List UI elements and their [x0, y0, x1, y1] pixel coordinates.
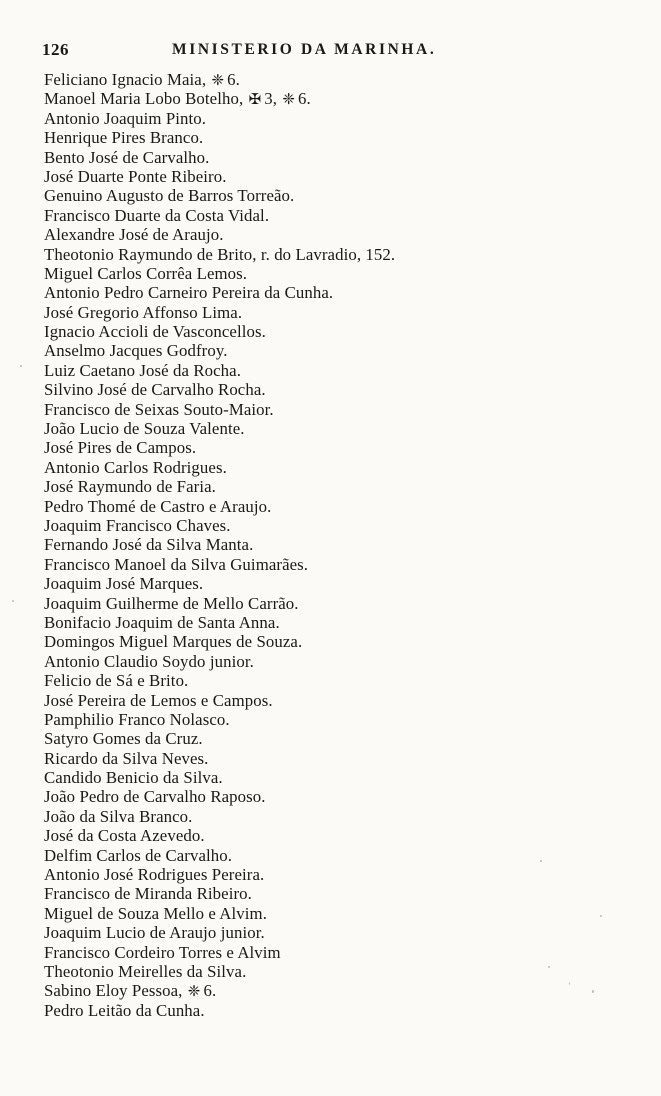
name-text: João Pedro de Carvalho Raposo. — [44, 787, 266, 807]
decoration-number: 3, — [264, 89, 278, 109]
name-text: Bonifacio Joaquim de Santa Anna. — [44, 612, 280, 632]
name-text: Ricardo da Silva Neves. — [44, 748, 209, 768]
name-text: Ignacio Accioli de Vasconcellos. — [44, 322, 266, 342]
name-entry — [44, 516, 395, 535]
name-entry — [44, 652, 395, 671]
name-text: Pamphilio Franco Nolasco. — [44, 709, 230, 729]
name-text: Antonio Claudio Soydo junior. — [44, 651, 254, 671]
decoration-number: 6. — [203, 981, 217, 1001]
name-entry — [44, 535, 395, 554]
name-text: José Pereira de Lemos e Campos. — [44, 690, 273, 710]
decoration-number: 6. — [227, 70, 240, 89]
name-text: José Pires de Campos. — [44, 438, 197, 458]
name-text: Theotonio Raymundo de Brito, r. do Lavradio, 152. — [44, 244, 396, 264]
name-entry — [44, 264, 395, 283]
name-entry — [44, 419, 395, 438]
name-text: Luiz Caetano José da Rocha. — [44, 360, 242, 380]
name-entry — [44, 245, 395, 264]
name-entry — [44, 70, 395, 89]
name-entry — [44, 341, 395, 360]
cross-medal-icon: ❈ — [211, 73, 225, 89]
name-entry — [44, 109, 395, 128]
decoration-number: 6. — [298, 89, 311, 109]
name-text: Francisco Duarte da Costa Vidal. — [44, 205, 270, 225]
name-text: Pedro Leitão da Cunha. — [44, 1000, 205, 1020]
name-text: Manoel Maria Lobo Botelho, — [44, 89, 248, 109]
name-text: Pedro Thomé de Castro e Araujo. — [44, 496, 272, 516]
name-entry — [44, 865, 395, 884]
name-text: Theotonio Meirelles da Silva. — [44, 961, 247, 981]
paper-speck — [592, 990, 594, 993]
name-text: Fernando José da Silva Manta. — [44, 535, 254, 555]
name-entry — [44, 1001, 395, 1020]
name-entry — [44, 807, 395, 826]
name-text: Francisco de Seixas Souto-Maior. — [44, 399, 274, 419]
name-text: Feliciano Ignacio Maia, — [44, 70, 211, 89]
paper-speck — [569, 982, 570, 985]
name-text: Satyro Gomes da Cruz. — [44, 729, 203, 749]
name-entry — [44, 729, 395, 748]
name-entry — [44, 594, 395, 613]
paper-speck — [548, 966, 550, 968]
name-entry — [44, 128, 395, 147]
name-entry — [44, 167, 395, 186]
name-entry — [44, 981, 395, 1000]
name-text: Domingos Miguel Marques de Souza. — [44, 632, 303, 652]
name-text: Henrique Pires Branco. — [44, 128, 204, 148]
name-entry — [44, 225, 395, 244]
paper-speck — [540, 860, 542, 862]
name-entry — [44, 574, 395, 593]
name-entry — [44, 322, 395, 341]
page-number: 126 — [42, 40, 69, 59]
name-text: Francisco Manoel da Silva Guimarães. — [44, 554, 309, 574]
name-text: Miguel de Souza Mello e Alvim. — [44, 903, 267, 923]
name-entry — [44, 826, 395, 845]
running-title: MINISTERIO DA MARINHA. — [172, 41, 437, 58]
name-entry — [44, 497, 395, 516]
name-entry — [44, 361, 395, 380]
name-entry — [44, 186, 395, 205]
name-text: José Raymundo de Faria. — [44, 477, 216, 497]
name-text: Joaquim Guilherme de Mello Carrão. — [44, 593, 299, 613]
name-entry — [44, 303, 395, 322]
name-entry — [44, 787, 395, 806]
name-text: José Gregorio Affonso Lima. — [44, 302, 243, 322]
name-text: José da Costa Azevedo. — [44, 826, 205, 846]
name-text: Antonio Carlos Rodrigues. — [44, 457, 227, 477]
name-entry — [44, 846, 395, 865]
name-text: Antonio Joaquim Pinto. — [44, 108, 207, 128]
name-entry — [44, 671, 395, 690]
name-text: Anselmo Jacques Godfroy. — [44, 341, 228, 361]
name-entry — [44, 613, 395, 632]
name-entry — [44, 943, 395, 962]
name-text: Silvino José de Carvalho Rocha. — [44, 380, 266, 400]
page-header — [42, 40, 632, 62]
name-entry — [44, 555, 395, 574]
name-text: Joaquim Lucio de Araujo junior. — [44, 923, 265, 943]
name-entry — [44, 923, 395, 942]
name-entry — [44, 206, 395, 225]
name-entry — [44, 380, 395, 399]
name-text: Felicio de Sá e Brito. — [44, 671, 189, 691]
name-entry — [44, 710, 395, 729]
name-entry — [44, 148, 395, 167]
name-text: João da Silva Branco. — [44, 806, 193, 826]
star-cross-icon: ✠ — [248, 92, 262, 109]
name-entry — [44, 632, 395, 651]
name-text: Francisco Cordeiro Torres e Alvim — [44, 942, 281, 962]
paper-speck — [12, 600, 14, 602]
name-text: Genuino Augusto de Barros Torreão. — [44, 186, 295, 206]
name-entry — [44, 283, 395, 302]
name-entry — [44, 904, 395, 923]
name-entry — [44, 768, 395, 787]
name-text: Joaquim José Marques. — [44, 574, 204, 594]
name-text: Joaquim Francisco Chaves. — [44, 515, 231, 535]
name-entry — [44, 477, 395, 496]
cross-medal-icon: ❈ — [282, 92, 296, 109]
name-text: Bento José de Carvalho. — [44, 147, 210, 167]
name-text: Francisco de Miranda Ribeiro. — [44, 884, 252, 904]
cross-medal-icon: ❈ — [187, 984, 201, 1001]
paper-speck — [20, 365, 22, 367]
name-entry — [44, 458, 395, 477]
name-entry — [44, 400, 395, 419]
names-list — [44, 70, 395, 1020]
name-text: Antonio José Rodrigues Pereira. — [44, 865, 265, 885]
name-entry — [44, 691, 395, 710]
name-text: Antonio Pedro Carneiro Pereira da Cunha. — [44, 283, 334, 303]
name-entry — [44, 962, 395, 981]
name-text: Alexandre José de Araujo. — [44, 225, 224, 245]
name-text: José Duarte Ponte Ribeiro. — [44, 166, 227, 186]
name-text: João Lucio de Souza Valente. — [44, 419, 245, 439]
name-entry — [44, 884, 395, 903]
name-text: Miguel Carlos Corrêa Lemos. — [44, 263, 248, 283]
name-entry — [44, 89, 395, 108]
name-text: Candido Benicio da Silva. — [44, 768, 223, 788]
name-text: Sabino Eloy Pessoa, — [44, 981, 187, 1001]
name-text: Delfim Carlos de Carvalho. — [44, 845, 233, 865]
name-entry — [44, 749, 395, 768]
name-entry — [44, 438, 395, 457]
paper-speck — [600, 915, 602, 917]
